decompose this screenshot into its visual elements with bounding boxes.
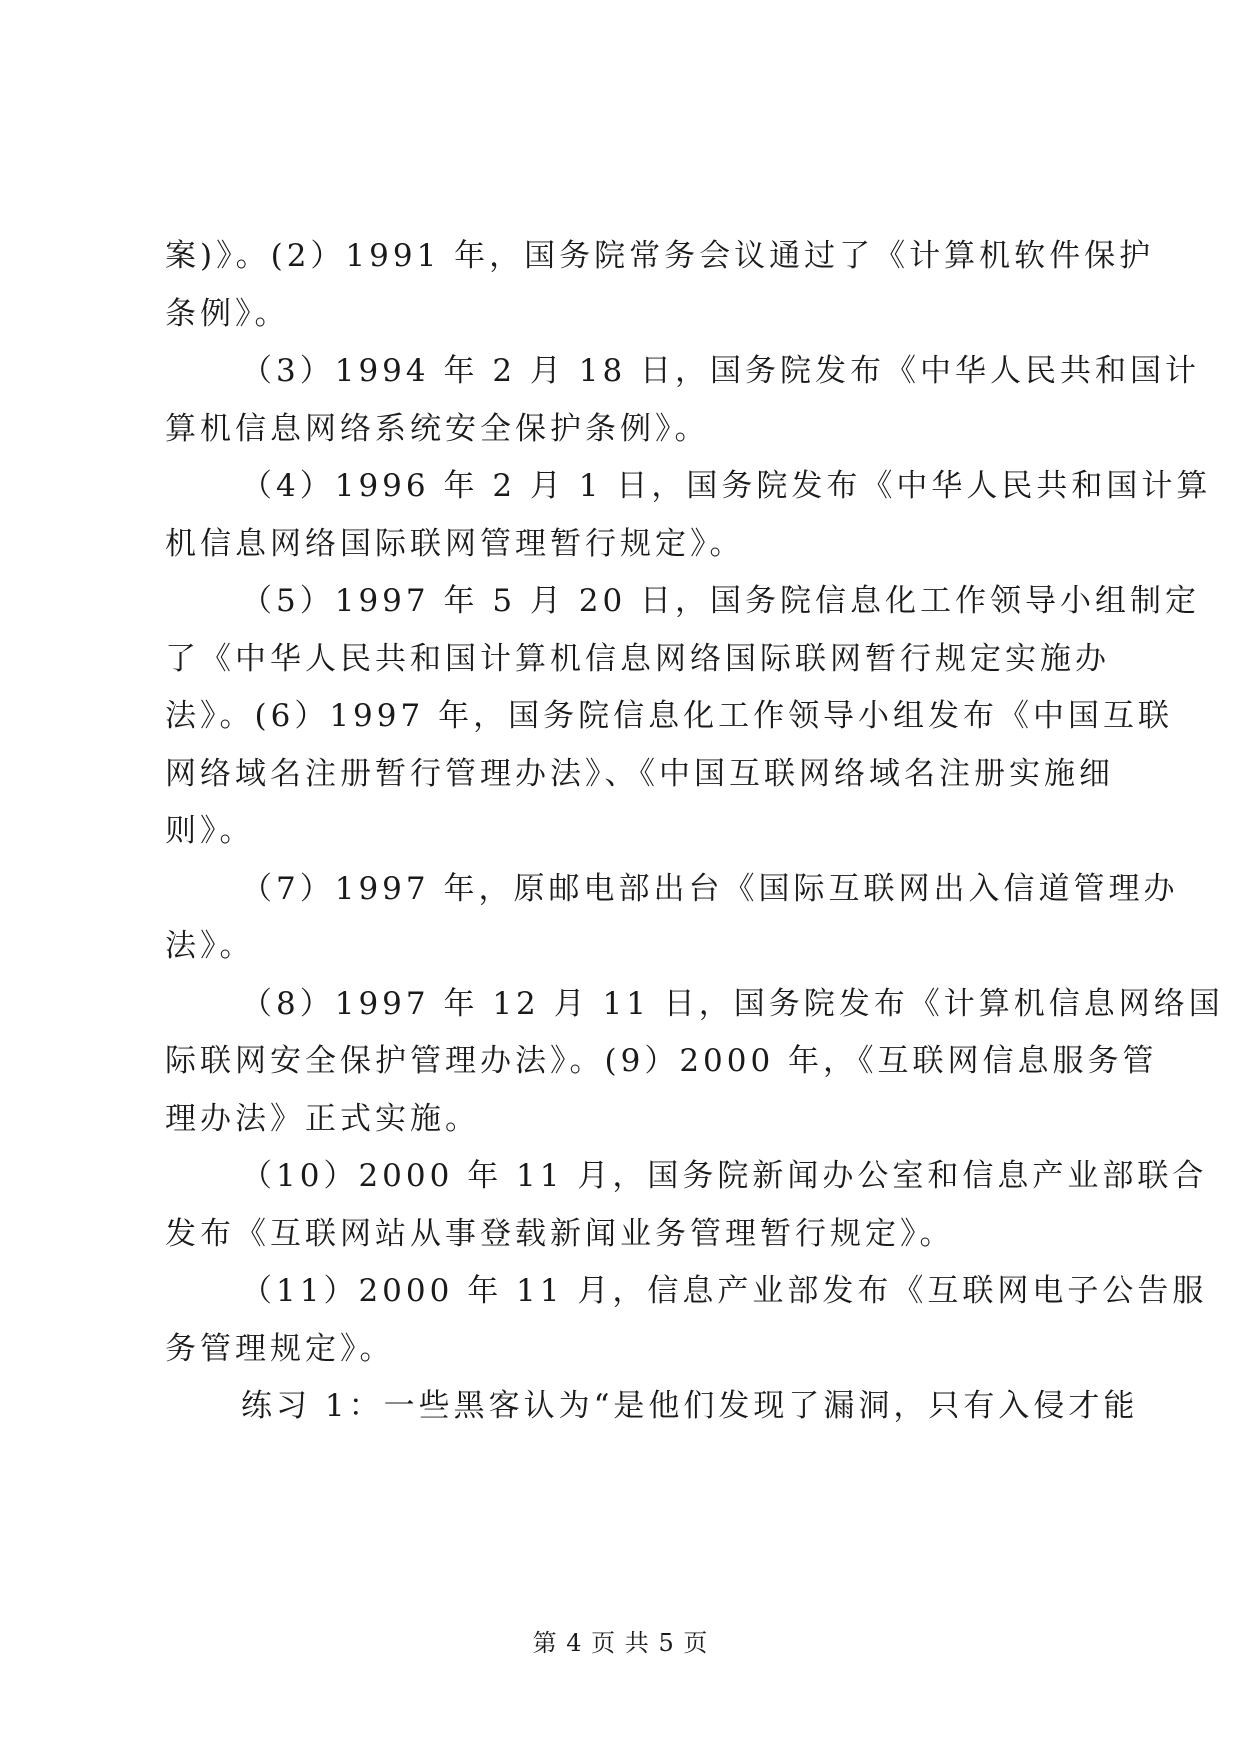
page-number-footer: 第 4 页 共 5 页 — [532, 1629, 709, 1657]
text-line: （3）1994 年 2 月 18 日，国务院发布《中华人民共和国计 — [241, 353, 1201, 389]
text-line: 则》。 — [165, 813, 255, 849]
text-line: （4）1996 年 2 月 1 日，国务院发布《中华人民共和国计算 — [241, 468, 1212, 504]
paragraph-7 — [165, 1148, 1208, 1263]
paragraph-6 — [165, 976, 1224, 1149]
text-line: （11）2000 年 11 月，信息产业部发布《互联网电子公告服 — [241, 1273, 1208, 1309]
paragraph-9 — [165, 1378, 1139, 1436]
paragraph-1 — [165, 228, 1155, 343]
text-line: 练习 1：一些黑客认为“是他们发现了漏洞，只有入侵才能 — [241, 1388, 1139, 1424]
text-line: 法》。 — [165, 928, 255, 964]
paragraph-4 — [165, 573, 1201, 861]
paragraph-2 — [165, 343, 1201, 458]
text-line: （8）1997 年 12 月 11 日，国务院发布《计算机信息网络国 — [241, 985, 1224, 1022]
text-line: 理办法》正式实施。 — [165, 1100, 480, 1137]
text-line: （5）1997 年 5 月 20 日，国务院信息化工作领导小组制定 — [241, 583, 1201, 619]
text-line: 发布《互联网站从事登载新闻业务管理暂行规定》。 — [165, 1215, 955, 1252]
text-line: 案)》。(2）1991 年，国务院常务会议通过了《计算机软件保护 — [165, 238, 1155, 274]
paragraph-3 — [165, 458, 1212, 573]
text-line: 法》。(6）1997 年，国务院信息化工作领导小组发布《中国互联 — [165, 698, 1174, 734]
paragraph-5 — [165, 861, 1179, 976]
text-line: 了《中华人民共和国计算机信息网络国际联网暂行规定实施办 — [165, 640, 1110, 677]
document-body — [165, 228, 1224, 1436]
text-line: 算机信息网络系统安全保护条例》。 — [165, 410, 710, 447]
text-line: 条例》。 — [165, 295, 290, 332]
paragraph-8 — [165, 1263, 1208, 1378]
text-line: 网络域名注册暂行管理办法》、《中国互联网络域名注册实施细 — [165, 755, 1114, 792]
text-line: 机信息网络国际联网管理暂行规定》。 — [165, 525, 745, 562]
text-line: 际联网安全保护管理办法》。(9）2000 年，《互联网信息服务管 — [165, 1043, 1158, 1079]
text-line: 务管理规定》。 — [165, 1330, 395, 1367]
text-line: （7）1997 年，原邮电部出台《国际互联网出入信道管理办 — [241, 870, 1179, 907]
text-line: （10）2000 年 11 月，国务院新闻办公室和信息产业部联合 — [241, 1158, 1208, 1194]
